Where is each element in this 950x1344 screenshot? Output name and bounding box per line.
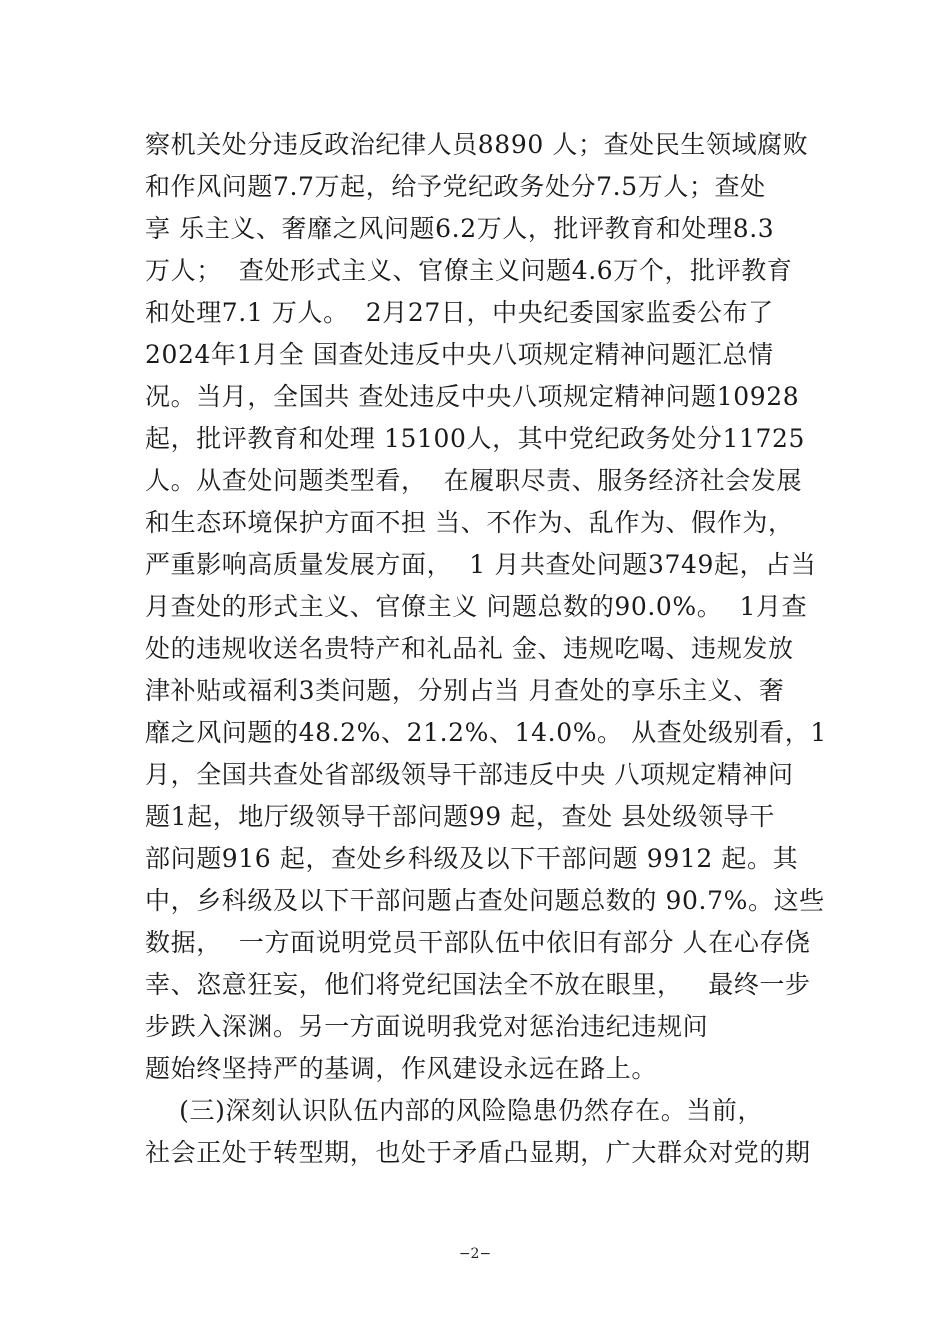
body-text-line: 部问题916 起，查处乡科级及以下干部问题 9912 起。其	[145, 844, 799, 873]
body-text-line: 社会正处于转型期，也处于矛盾凸显期，广大群众对党的期	[145, 1138, 811, 1167]
body-text-line: 起，批评教育和处理 15100人，其中党纪政务处分11725	[145, 424, 806, 453]
section-heading-line: (三)深刻认识队伍内部的风险隐患仍然存在。当前，	[145, 1096, 764, 1125]
body-text-line: 数据， 一方面说明党员干部队伍中依旧有部分 人在心存侥	[145, 928, 811, 957]
body-text-line: 享 乐主义、奢靡之风问题6.2万人，批评教育和处理8.3	[145, 214, 775, 243]
body-text-line: 津补贴或福利3类问题，分别占当 月查处的享乐主义、奢	[145, 676, 785, 705]
body-text-line: 况。当月，全国共 查处违反中央八项规定精神问题10928	[145, 382, 800, 411]
page-number: −2−	[458, 1246, 492, 1262]
body-text-line: 幸、恣意狂妄，他们将党纪国法全不放在眼里， 最终一步	[145, 970, 811, 999]
body-text-line: 中，乡科级及以下干部问题占查处问题总数的 90.7%。这些	[145, 886, 825, 915]
body-text-line: 题始终坚持严的基调，作风建设永远在路上。	[145, 1054, 658, 1083]
body-text-line: 人。从查处问题类型看， 在履职尽责、服务经济社会发展	[145, 466, 803, 495]
body-text-line: 月查处的形式主义、官僚主义 问题总数的90.0%。 1月查	[145, 592, 808, 621]
body-text-line: 月，全国共查处省部级领导干部违反中央 八项规定精神问	[145, 760, 794, 789]
body-text-line: 2024年1月全 国查处违反中央八项规定精神问题汇总情	[145, 340, 774, 369]
body-text-line: 严重影响高质量发展方面， 1 月共查处问题3749起，占当	[145, 550, 817, 579]
body-text-line: 题1起，地厅级领导干部问题99 起，查处 县处级领导干	[145, 802, 775, 831]
body-text-line: 和处理7.1 万人。 2月27日，中央纪委国家监委公布了	[145, 298, 774, 327]
body-text-line: 万人； 查处形式主义、官僚主义问题4.6万个，批评教育	[145, 256, 793, 285]
body-text-line: 察机关处分违反政治纪律人员8890 人；查处民生领域腐败	[145, 130, 809, 159]
body-text-line: 和作风问题7.7万起，给予党纪政务处分7.5万人；查处	[145, 172, 766, 201]
body-text-line: 步跌入深渊。另一方面说明我党对惩治违纪违规问	[145, 1012, 709, 1041]
body-text-line: 和生态环境保护方面不担 当、不作为、乱作为、假作为，	[145, 508, 794, 537]
body-text-line: 处的违规收送名贵特产和礼品礼 金、违规吃喝、违规发放	[145, 634, 794, 663]
body-text-line: 靡之风问题的48.2%、21.2%、14.0%。 从查处级别看，1	[145, 718, 827, 747]
